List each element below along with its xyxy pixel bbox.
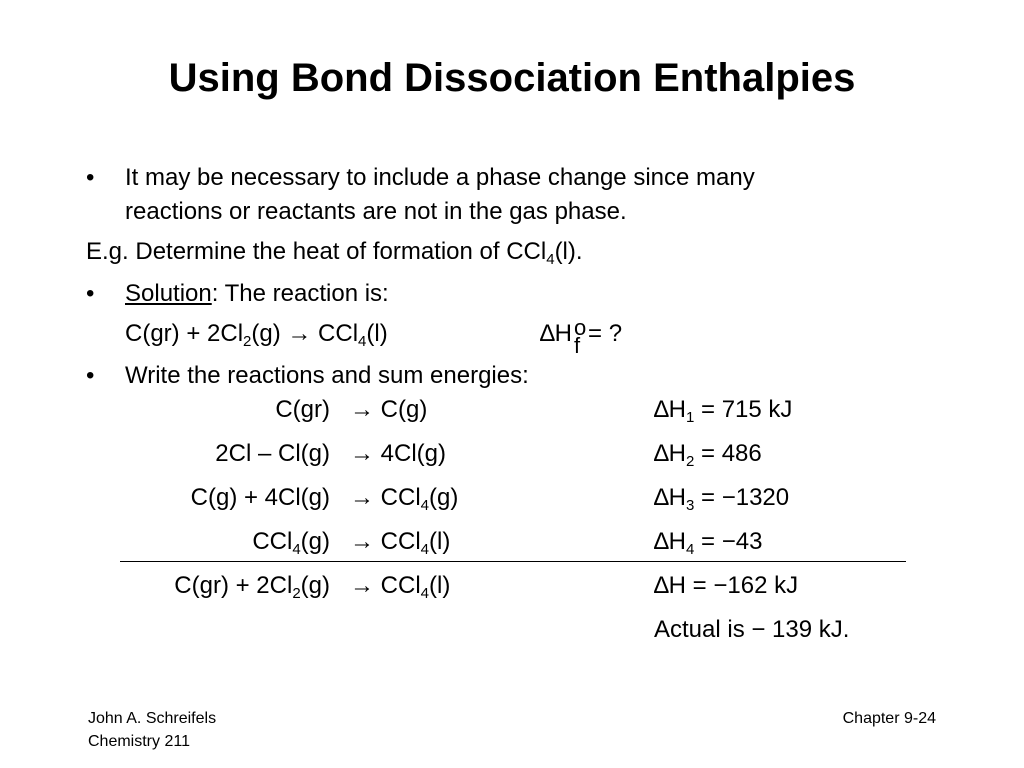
target-enthalpy	[540, 315, 623, 358]
row-3-dh-value: = −1320	[694, 484, 790, 511]
footer-chapter: Chapter 9-24	[842, 710, 936, 727]
row-2-dh-symbol: ∆H	[654, 440, 687, 467]
sum-rule	[120, 561, 906, 562]
row-3-dh-symbol: ∆H	[654, 484, 687, 511]
bullet-3-marker: •	[86, 362, 95, 389]
example-text: E.g. Determine the heat of formation of CCl	[86, 238, 547, 265]
example-subscript: 4	[546, 251, 555, 268]
target-arrow-product: (g) → CCl	[251, 320, 359, 347]
row-2-left-a: 2Cl – Cl(g)	[215, 440, 330, 467]
row-4-dh-sub: 4	[686, 541, 695, 558]
solution-text: : The reaction is:	[211, 280, 389, 307]
bullet-1-line-2: reactions or reactants are not in the gas phase.	[125, 198, 627, 225]
row-2-dh-value: = 486	[694, 440, 762, 467]
row-4-left-a: CCl	[252, 528, 293, 555]
bullet-2-marker: •	[86, 280, 95, 307]
row-2-dh	[654, 440, 762, 468]
row-3-left	[191, 484, 330, 512]
total-left-b: (g)	[300, 572, 330, 599]
row-1-dh-symbol: ∆H	[654, 396, 687, 423]
row-1-dh-value: = 715 kJ	[694, 396, 793, 423]
row-1-right	[350, 396, 427, 424]
row-4-right-sub: 4	[420, 541, 430, 558]
row-4-dh	[654, 528, 762, 556]
row-3-right-sub: 4	[420, 497, 430, 514]
row-3-right	[350, 484, 458, 512]
footer-course: Chemistry 211	[88, 733, 190, 750]
row-4-right-b: (l)	[429, 528, 451, 555]
row-1-right-a: → C(g)	[350, 396, 428, 423]
target-dh-sub: f	[574, 333, 581, 358]
row-1-left-a: C(gr)	[275, 396, 330, 423]
slide-title: Using Bond Dissociation Enthalpies	[168, 56, 856, 100]
target-dh-scripts	[572, 315, 588, 358]
actual-value: Actual is − 139 kJ.	[654, 616, 850, 643]
target-dh-eq: = ?	[588, 320, 623, 347]
row-3-left-a: C(g) + 4Cl(g)	[190, 484, 330, 511]
solution-label: Solution	[125, 280, 212, 307]
row-4-left-b: (g)	[300, 528, 330, 555]
row-1-left	[275, 396, 330, 424]
row-1-dh-sub: 1	[686, 409, 695, 426]
target-sub-2: 4	[358, 333, 367, 350]
row-2-right	[350, 440, 446, 468]
footer-author: John A. Schreifels	[88, 710, 217, 727]
bullet-3-text: Write the reactions and sum energies:	[125, 362, 529, 389]
row-4-left	[252, 528, 330, 556]
row-4-right	[350, 528, 450, 556]
row-1-dh	[654, 396, 792, 424]
row-4-dh-value: = −43	[694, 528, 763, 555]
row-4-right-a: → CCl	[350, 528, 421, 555]
row-4-left-sub: 4	[292, 541, 301, 558]
target-dh: ∆H	[540, 320, 573, 347]
total-dh: ∆H = −162 kJ	[654, 572, 799, 599]
row-3-dh-sub: 3	[686, 497, 695, 514]
target-dh-sup: o	[574, 315, 587, 340]
example-text-end: (l).	[554, 238, 583, 265]
example-line	[86, 238, 583, 266]
target-reactant: C(gr) + 2Cl	[125, 320, 244, 347]
row-2-left	[215, 440, 330, 468]
target-sub-1: 2	[243, 333, 252, 350]
row-2-right-a: → 4Cl(g)	[350, 440, 447, 467]
total-right	[350, 572, 450, 600]
bullet-1-line-1: It may be necessary to include a phase change since many	[125, 164, 755, 191]
row-2-dh-sub: 2	[686, 453, 695, 470]
target-phase: (l)	[366, 320, 388, 347]
total-right-b: (l)	[429, 572, 451, 599]
total-left	[174, 572, 330, 600]
row-3-right-a: → CCl	[350, 484, 421, 511]
row-3-right-b: (g)	[429, 484, 459, 511]
total-right-sub: 4	[420, 585, 430, 602]
total-right-a: → CCl	[350, 572, 421, 599]
bullet-1-marker: •	[86, 164, 95, 191]
solution-line	[125, 280, 389, 308]
total-left-sub: 2	[292, 585, 301, 602]
row-3-dh	[654, 484, 789, 512]
row-4-dh-symbol: ∆H	[654, 528, 687, 555]
total-left-a: C(gr) + 2Cl	[174, 572, 293, 599]
target-reaction	[125, 320, 388, 348]
